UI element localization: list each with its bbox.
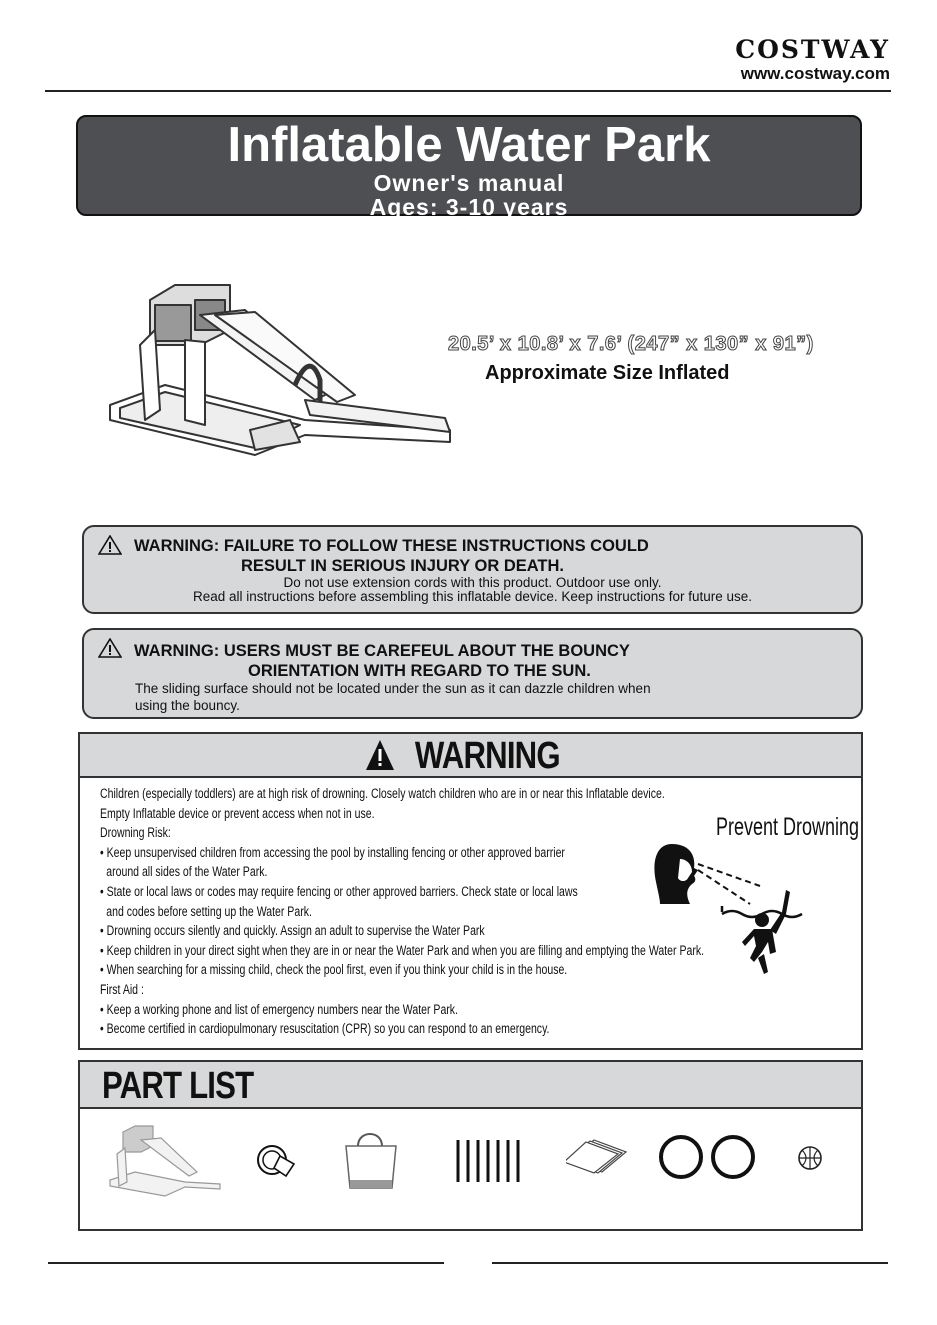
top-divider [45, 90, 891, 92]
list-item: Empty Inflatable device or prevent access when not in use. [100, 805, 375, 821]
part-list-header [80, 1062, 861, 1109]
list-item: • Become certified in cardiopulmonary resuscitation (CPR) so you can respond to an emergency. [100, 1021, 550, 1037]
warning-triangle-icon [98, 535, 122, 555]
water-park-illustration [105, 270, 460, 470]
list-item: First Aid : [100, 981, 144, 997]
list-item: • Drowning occurs silently and quickly. Assign an adult to supervise the Water Park [100, 923, 485, 939]
list-item: Drowning Risk: [100, 825, 171, 841]
drowning-warning-panel [78, 732, 863, 1050]
water-park-part-icon [105, 1120, 225, 1200]
ground-stakes-icon [452, 1136, 522, 1186]
prevent-drowning-label: Prevent Drowning [716, 813, 860, 841]
document-subtitle: Owner's manual [373, 170, 565, 196]
list-item: • Keep children in your direct sight when they are in or near the Water Park and when you are filling and emptying the Water Park. [100, 942, 705, 958]
warning-list [100, 784, 720, 1039]
list-item: • When searching for a missing child, check the pool first, even if you think your child is in the house. [100, 962, 568, 978]
warning-heading: WARNING: FAILURE TO FOLLOW THESE INSTRUCTIONS COULD [134, 537, 649, 555]
warning-heading-cont: RESULT IN SERIOUS INJURY OR DEATH. [241, 557, 565, 575]
part-list-panel [78, 1060, 863, 1231]
ball-ring-right-icon [708, 1134, 758, 1180]
warning-text: Do not use extension cords with this product. Outdoor use only. [283, 575, 662, 590]
footer-divider-right [492, 1262, 888, 1264]
part-list-title: PART LIST [102, 1065, 254, 1107]
warning-text: using the bouncy. [135, 698, 240, 713]
brand-block [630, 36, 890, 84]
storage-bag-icon [342, 1128, 400, 1190]
age-range: Ages: 3-10 years [369, 194, 569, 220]
ball-icon [796, 1144, 824, 1172]
repair-kit-icon [254, 1140, 302, 1182]
warning-panel-header [80, 734, 861, 778]
size-dimensions: 20.5’ x 10.8’ x 7.6’ (247” x 130” x 91”) [448, 333, 814, 355]
list-item: Children (especially toddlers) are at high risk of drowning. Closely watch children who are in or near this Inflatable device. [100, 786, 665, 801]
footer-divider-left [48, 1262, 444, 1264]
warning-box-instructions [82, 525, 863, 614]
warning-heading: WARNING: USERS MUST BE CAREFEUL ABOUT THE BOUNCY [134, 642, 630, 660]
brand-url[interactable]: www.costway.com [740, 64, 890, 83]
document-title: Inflatable Water Park [227, 118, 711, 172]
list-item: and codes before setting up the Water Park. [106, 903, 312, 919]
brand-logo: COSTWAY [735, 35, 890, 64]
warning-box-sun [82, 628, 863, 719]
ball-ring-left-icon [656, 1134, 706, 1180]
warning-triangle-icon [365, 738, 395, 772]
warning-triangle-icon [98, 638, 122, 658]
patches-icon [566, 1138, 630, 1174]
size-caption: Approximate Size Inflated [485, 362, 730, 384]
warning-panel-title: WARNING [415, 735, 560, 777]
list-item: • State or local laws or codes may require fencing or other approved barriers. Check state or local laws [100, 883, 578, 899]
title-banner [76, 115, 862, 220]
list-item: • Keep a working phone and list of emergency numbers near the Water Park. [100, 1001, 458, 1017]
list-item: • Keep unsupervised children from accessing the pool by installing fencing or other approved barrier [100, 844, 565, 860]
warning-text: Read all instructions before assembling this inflatable device. Keep instructions for future use. [192, 589, 753, 604]
warning-heading-cont: ORIENTATION WITH REGARD TO THE SUN. [248, 662, 591, 680]
warning-text: The sliding surface should not be located under the sun as it can dazzle children when [135, 681, 651, 696]
list-item: around all sides of the Water Park. [106, 864, 268, 880]
supervision-icon [650, 834, 810, 979]
